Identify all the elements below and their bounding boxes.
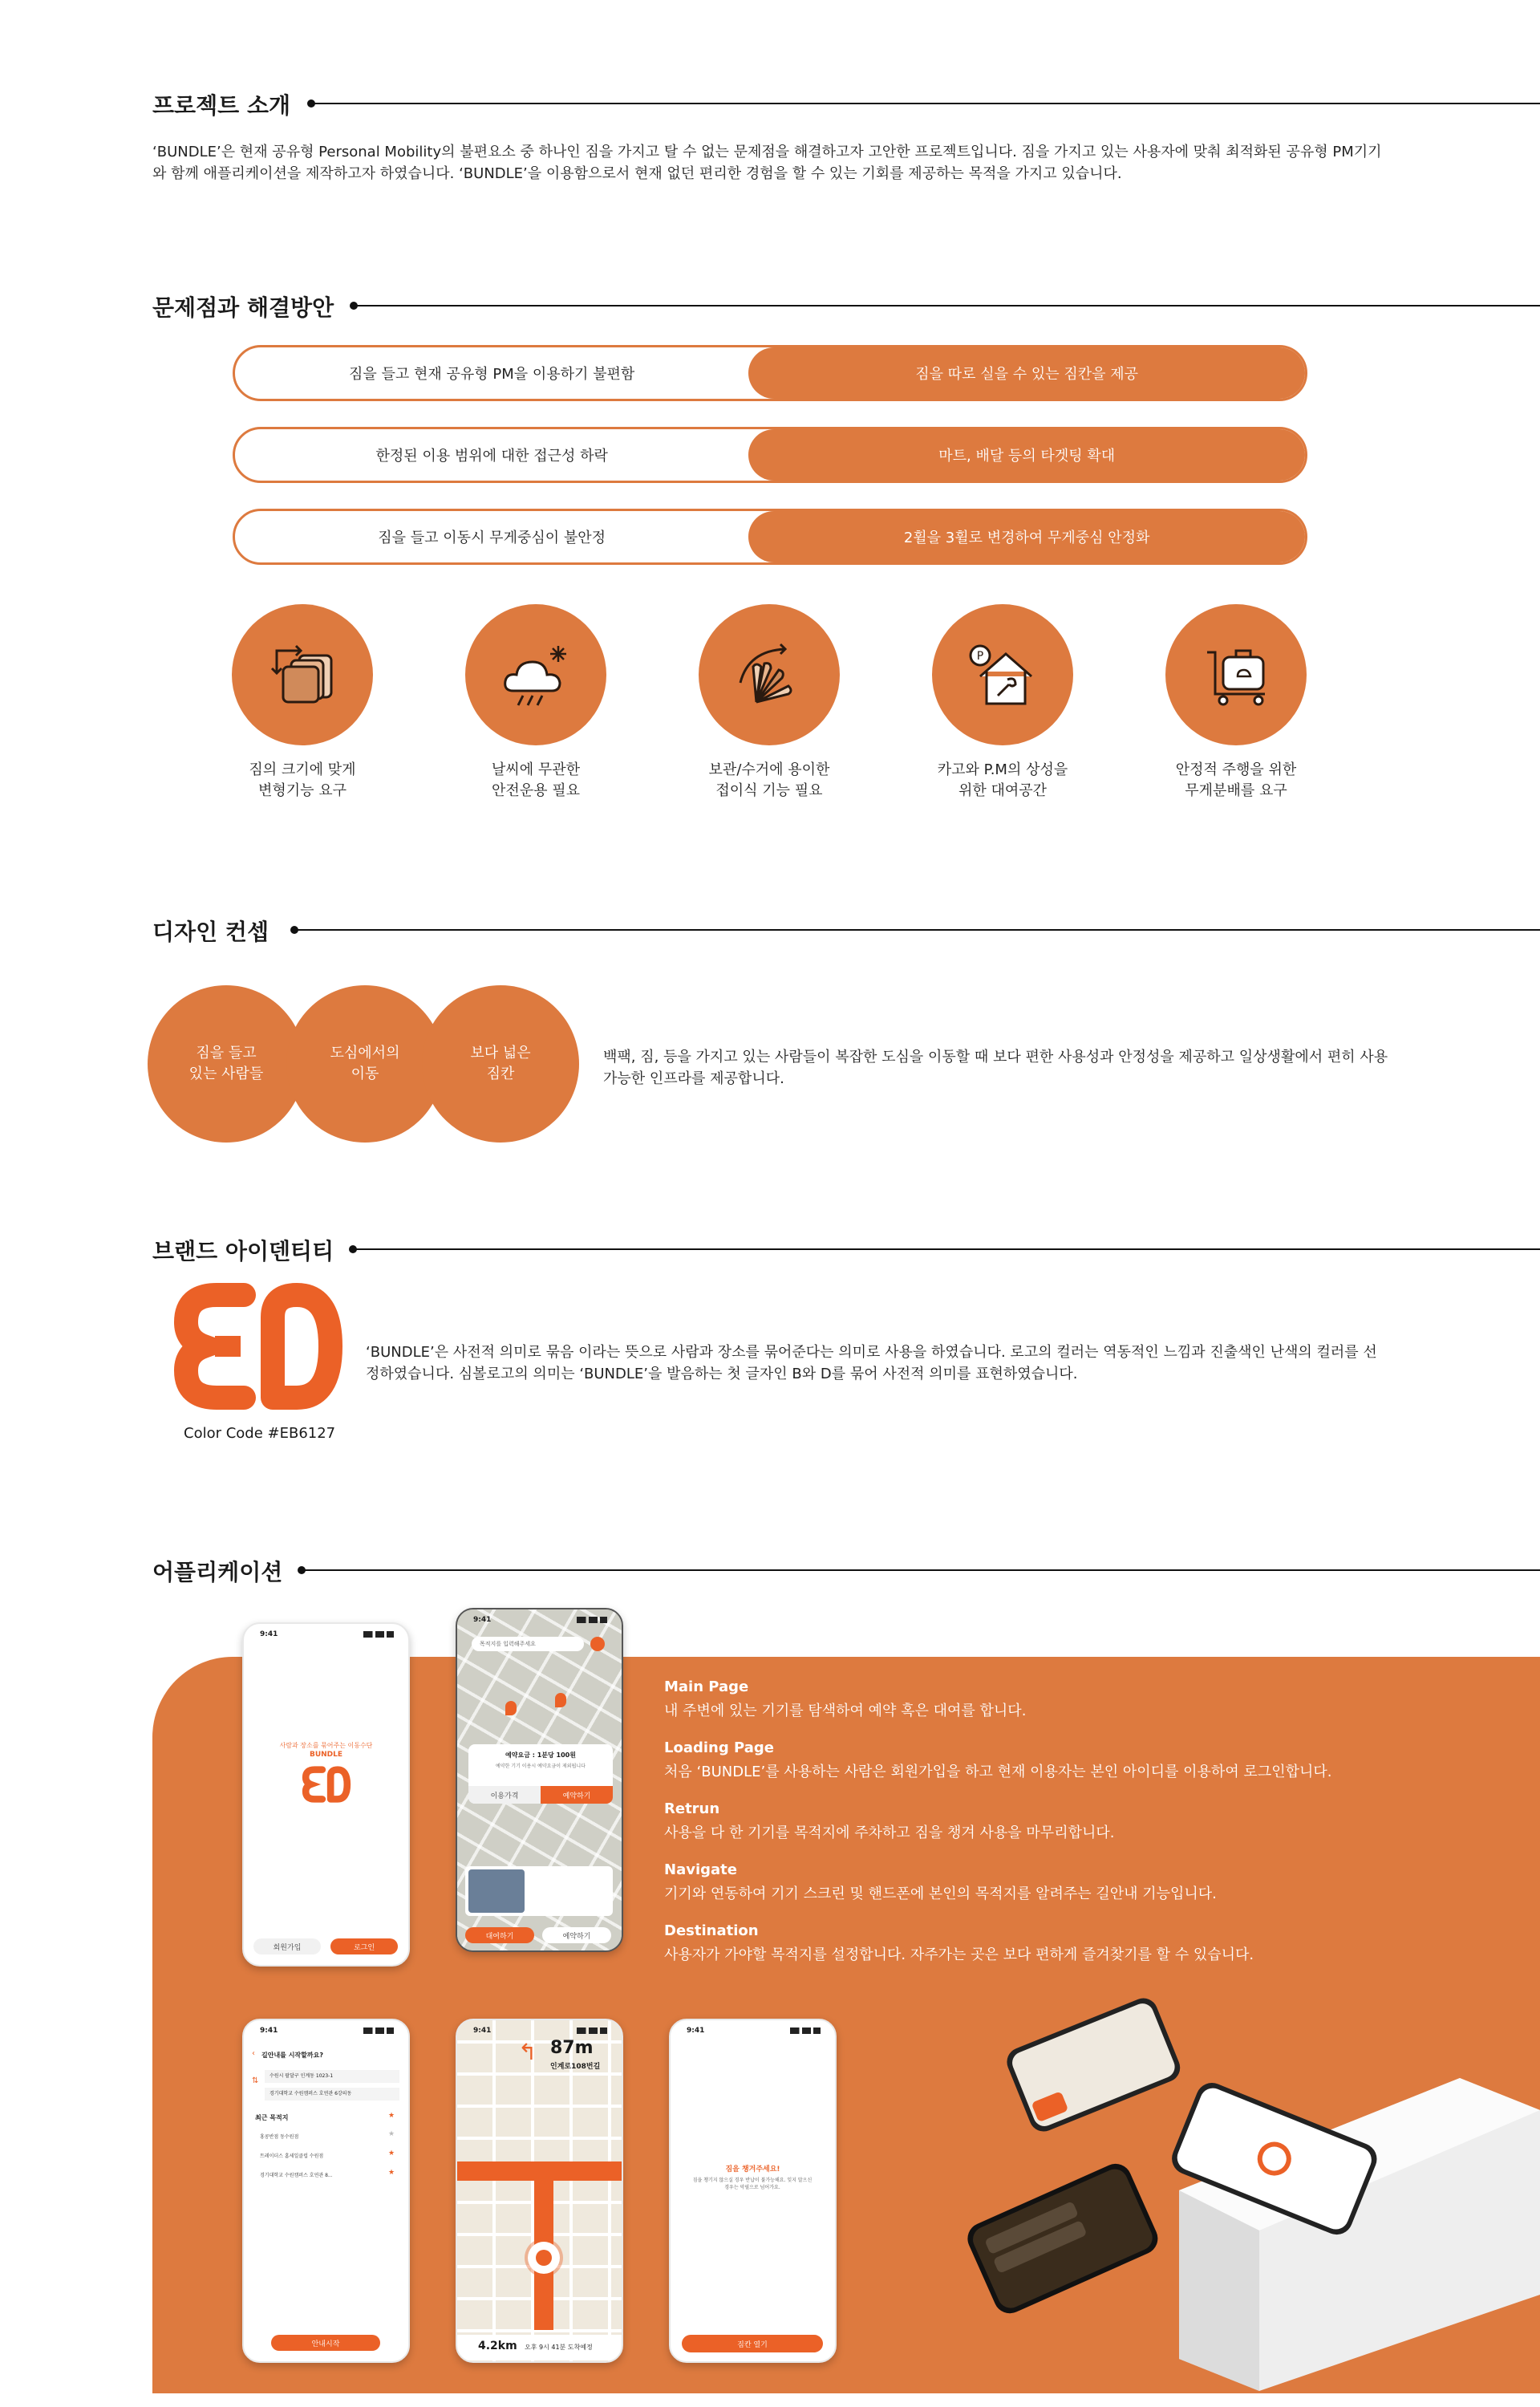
status-icons bbox=[790, 2027, 821, 2034]
section-title-intro: 프로젝트 소개 bbox=[152, 92, 291, 119]
status-icons bbox=[363, 1631, 394, 1638]
login-button[interactable]: 로그인 bbox=[330, 1938, 398, 1954]
concept-circle bbox=[286, 985, 444, 1143]
status-icons bbox=[363, 2027, 394, 2034]
color-code-label: Color Code #EB6127 bbox=[184, 1425, 336, 1442]
recent-destination-item[interactable]: 트레이더스 홈세일클럽 수원점 bbox=[260, 2153, 324, 2159]
problem-text: 한정된 이용 범위에 대한 접근성 하락 bbox=[375, 448, 608, 465]
phone-mockup-lockscreen bbox=[962, 2159, 1163, 2319]
app-desc-title: Destination bbox=[664, 1922, 759, 1939]
concept-paragraph: 백팩, 짐, 등을 가지고 있는 사람들이 복잡한 도심을 이동할 때 보다 편한 사용성과 안정성을 제공하고 일상생활에서 편히 사용가능한 인프라를 제공합니다. bbox=[603, 1049, 1388, 1087]
concept-circle bbox=[422, 985, 579, 1143]
concept-label: 짐칸 bbox=[486, 1065, 515, 1082]
map-pin-icon[interactable] bbox=[505, 1701, 517, 1715]
fare-note: 예약한 기기 이용시 예약요금이 제외됩니다 bbox=[496, 1764, 586, 1769]
app-desc-title: Main Page bbox=[664, 1678, 749, 1695]
navigation-arrow-icon bbox=[536, 2250, 552, 2266]
parking-house-icon bbox=[962, 635, 1043, 715]
destination-title: 길안내를 시작할까요? bbox=[261, 2052, 323, 2059]
street-name: 인계로108번길 bbox=[550, 2063, 601, 2071]
map-pin-icon[interactable] bbox=[555, 1693, 566, 1707]
feature-caption: 안정적 주행을 위한 bbox=[1175, 761, 1297, 778]
loading-tagline: 사람과 장소를 묶어주는 이동수단 bbox=[279, 1742, 373, 1749]
destination-input[interactable]: 경기대학교 수원캠퍼스 호연관 6강의동 bbox=[265, 2088, 399, 2101]
section-divider bbox=[302, 1569, 1540, 1571]
feature-item bbox=[1144, 604, 1328, 802]
section-divider bbox=[294, 929, 1540, 931]
status-time: 9:41 bbox=[260, 2027, 278, 2035]
feature-caption: 카고와 P.M의 상성을 bbox=[937, 761, 1068, 778]
star-icon[interactable]: ★ bbox=[388, 2169, 395, 2177]
app-desc-text: 사용자가 가야할 목적지를 설정합니다. 자주가는 곳은 보다 편하게 즐겨찾기를 할 수 있습니다. bbox=[664, 1946, 1254, 1963]
concept-label: 있는 사람들 bbox=[188, 1065, 264, 1082]
star-icon[interactable]: ★ bbox=[388, 2112, 395, 2120]
boxes-resize-icon bbox=[262, 635, 342, 715]
feature-caption: 무게분배를 요구 bbox=[1185, 782, 1287, 799]
star-icon[interactable]: ★ bbox=[388, 2149, 395, 2157]
intro-paragraph: ‘BUNDLE’은 현재 공유형 Personal Mobility의 불편요소 중 하나인 짐을 가지고 탈 수 없는 문제점을 해결하고자 고안한 프로젝트입니다. 짐을 가지고 있는 사용자에 맞춰 최적화된 공유형 PM기기와 함께 애플리케이션을 제작하고자 하였습니다. ‘BUNDLE’을 이용함으로서 현재 없던 편리한 경험을 할 수 있는 기회를 제공하는 목적을 가지고 있습니다. bbox=[152, 144, 1382, 182]
section-divider bbox=[311, 103, 1540, 104]
app-desc-text: 기기와 연동하여 기기 스크린 및 핸드폰에 본인의 목적지를 알려주는 길안내 기능입니다. bbox=[664, 1885, 1217, 1902]
section-divider bbox=[353, 1248, 1540, 1250]
origin-input[interactable]: 수원시 팔달구 인계동 1023-1 bbox=[265, 2070, 399, 2083]
status-time: 9:41 bbox=[260, 1630, 278, 1638]
signup-button[interactable]: 회원가입 bbox=[253, 1938, 321, 1954]
feature-caption: 안전운용 필요 bbox=[491, 782, 581, 799]
bundle-logo bbox=[172, 1281, 345, 1412]
concept-label: 보다 넓은 bbox=[470, 1045, 531, 1061]
bundle-logo bbox=[302, 1765, 351, 1804]
phone-destination-screen bbox=[242, 2019, 410, 2363]
feature-caption: 짐의 크기에 맞게 bbox=[249, 761, 356, 778]
svg-text:P: P bbox=[976, 650, 984, 663]
turn-distance: 87m bbox=[550, 2038, 594, 2058]
rent-button[interactable]: 대여하기 bbox=[465, 1927, 534, 1943]
problem-solution-row bbox=[233, 427, 1307, 483]
problem-solution-row bbox=[233, 509, 1307, 565]
phone-main-screen bbox=[456, 1608, 623, 1952]
open-cargo-button[interactable]: 짐칸 열기 bbox=[682, 2335, 823, 2352]
eta-label: 오후 9시 41분 도착예정 bbox=[525, 2344, 593, 2351]
app-desc-text: 사용을 다 한 기기를 목적지에 주차하고 짐을 챙겨 사용을 마무리합니다. bbox=[664, 1825, 1115, 1841]
feature-caption: 변형기능 요구 bbox=[257, 782, 347, 799]
section-title-problem: 문제점과 해결방안 bbox=[152, 294, 334, 321]
solution-text: 2휠을 3휠로 변경하여 무게중심 안정화 bbox=[748, 511, 1305, 562]
trip-summary-bar bbox=[457, 2335, 622, 2360]
turn-left-arrow-icon: ↰ bbox=[518, 2039, 537, 2065]
recent-destinations-label: 최근 목적지 bbox=[255, 2114, 289, 2121]
feature-item bbox=[444, 604, 628, 802]
luggage-cart-icon bbox=[1196, 635, 1276, 715]
device-photo bbox=[468, 1869, 525, 1913]
concept-circle bbox=[148, 985, 305, 1143]
destination-search-input[interactable]: 목적지를 입력해주세요 bbox=[472, 1637, 584, 1651]
swap-icon[interactable]: ⇅ bbox=[252, 2076, 259, 2085]
return-subtext: 짐을 챙기지 않으실 경우 반납이 불가능해요. 잊지 말으신 경우는 악필으로 넘어가요. bbox=[692, 2178, 813, 2190]
section-divider bbox=[354, 305, 1540, 306]
reservation-popup bbox=[468, 1744, 613, 1804]
feature-caption: 접이식 기능 필요 bbox=[715, 782, 823, 799]
status-icons bbox=[577, 2027, 607, 2034]
profile-avatar[interactable] bbox=[590, 1637, 605, 1651]
status-time: 9:41 bbox=[473, 2027, 492, 2035]
section-title-brand: 브랜드 아이덴티티 bbox=[152, 1238, 334, 1264]
feature-item bbox=[210, 604, 395, 802]
reserve-button[interactable]: 예약하기 bbox=[542, 1927, 611, 1943]
weather-cloud-icon bbox=[496, 635, 576, 715]
star-icon[interactable]: ★ bbox=[388, 2130, 395, 2138]
remaining-distance: 4.2km bbox=[478, 2340, 517, 2352]
return-message: 짐을 챙겨주세요! bbox=[725, 2165, 780, 2174]
app-desc-text: 처음 ‘BUNDLE’를 사용하는 사람은 회원가입을 하고 현재 이용자는 본인 아이디를 이용하여 로그인합니다. bbox=[664, 1764, 1332, 1780]
start-navigation-button[interactable]: 안내시작 bbox=[271, 2335, 380, 2351]
section-title-concept: 디자인 컨셉 bbox=[152, 919, 269, 945]
problem-text: 짐을 들고 현재 공유형 PM을 이용하기 불편함 bbox=[349, 366, 635, 383]
problem-solution-row bbox=[233, 345, 1307, 401]
concept-label: 짐을 들고 bbox=[196, 1045, 257, 1061]
status-icons bbox=[577, 1617, 607, 1623]
section-title-app: 어플리케이션 bbox=[152, 1559, 283, 1585]
phone-mockup-map bbox=[1003, 1994, 1185, 2136]
status-time: 9:41 bbox=[473, 1616, 492, 1624]
status-time: 9:41 bbox=[687, 2027, 705, 2035]
fare-label: 예약요금 : 1분당 100원 bbox=[505, 1751, 576, 1759]
phone-return-screen bbox=[669, 2019, 837, 2363]
problem-text: 짐을 들고 이동시 무게중심이 불안정 bbox=[378, 530, 606, 546]
concept-label: 도심에서의 bbox=[330, 1045, 400, 1061]
solution-text: 짐을 따로 실을 수 있는 짐칸을 제공 bbox=[748, 347, 1305, 399]
concept-label: 이동 bbox=[351, 1065, 379, 1082]
app-desc-title: Navigate bbox=[664, 1861, 737, 1878]
device-info-card bbox=[465, 1866, 613, 1916]
phone-navigate-screen bbox=[456, 2019, 623, 2363]
feature-caption: 보관/수거에 용이한 bbox=[708, 761, 830, 778]
brand-paragraph: ‘BUNDLE’은 사전적 의미로 묶음 이라는 뜻으로 사람과 장소를 묶어준다는 의미로 사용을 하였습니다. 로고의 컬러는 역동적인 느낌과 진출색인 난색의 컬러를 선정하였습니다. 심볼로고의 의미는 ‘BUNDLE’을 발음하는 첫 글자인 B와 D를 묶어 사전적 의미를 표현하였습니다. bbox=[366, 1344, 1377, 1382]
feature-caption: 위한 대여공간 bbox=[958, 782, 1048, 799]
app-desc-text: 내 주변에 있는 기기를 탐색하여 예약 혹은 대여를 합니다. bbox=[664, 1703, 1027, 1719]
recent-destination-item[interactable]: 홍콩반점 동수원점 bbox=[260, 2134, 299, 2140]
feature-item bbox=[677, 604, 861, 802]
recent-destination-item[interactable]: 경기대학교 수원캠퍼스 호연관 8... bbox=[260, 2173, 333, 2178]
folding-fan-icon bbox=[729, 635, 809, 715]
device-mockup-scene bbox=[882, 1990, 1540, 2391]
loading-brand: BUNDLE bbox=[309, 1751, 343, 1759]
solution-text: 마트, 배달 등의 타겟팅 확대 bbox=[748, 429, 1305, 481]
app-desc-title: Retrun bbox=[664, 1800, 720, 1817]
feature-item bbox=[910, 604, 1095, 802]
popup-cancel-button[interactable]: 이용가격 bbox=[468, 1786, 541, 1804]
feature-caption: 날씨에 무관한 bbox=[491, 761, 581, 778]
phone-loading-screen bbox=[242, 1622, 410, 1967]
back-chevron-icon[interactable]: ‹ bbox=[252, 2049, 255, 2058]
app-desc-title: Loading Page bbox=[664, 1739, 774, 1756]
popup-reserve-button[interactable]: 예약하기 bbox=[541, 1786, 613, 1804]
